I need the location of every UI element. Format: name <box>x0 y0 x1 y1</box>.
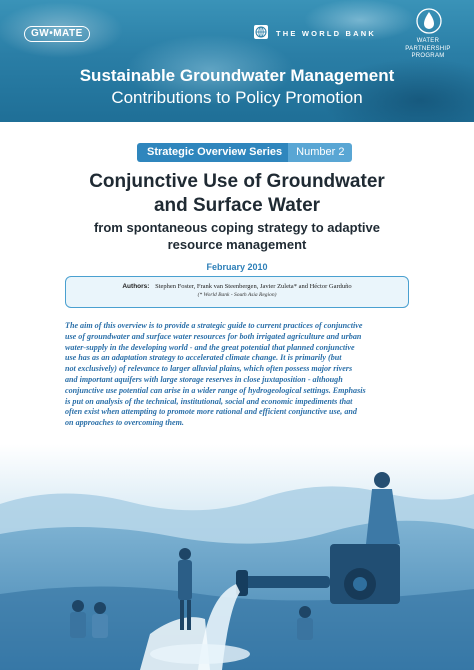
gwmate-logo: GW•MATE <box>24 26 90 42</box>
abstract-line: use has as an adaptation strategy to accelerated climate change. It is primarily (but <box>65 353 342 363</box>
authors-affiliation: (* World Bank - South Asia Region) <box>197 292 277 298</box>
abstract-line: not exclusively) of relevance to larger alluvial plains, which often possess major rivers <box>65 364 353 374</box>
series-label: Strategic Overview Series <box>137 143 288 162</box>
subtitle-line: resource management <box>167 237 307 252</box>
authors-names: Stephen Foster, Frank van Steenbergen, Javier Zuleta* and Héctor Garduño <box>155 283 352 290</box>
authors-label: Authors: <box>122 283 150 290</box>
banner-subtitle: Contributions to Policy Promotion <box>111 88 363 107</box>
document-subtitle <box>0 219 474 253</box>
wpp-line: PARTNERSHIP <box>405 45 451 52</box>
authors-line <box>66 283 408 290</box>
abstract-line: on approaches to overcoming them. <box>65 418 184 428</box>
authors-box <box>65 276 409 308</box>
wpp-line: WATER <box>416 38 440 44</box>
water-partnership-logo <box>392 38 464 61</box>
title-line: and Surface Water <box>153 195 321 216</box>
abstract-line: often exist when attempting to promote more rational and efficient conjunctive use, and <box>65 407 357 417</box>
series-number: Number 2 <box>288 143 352 162</box>
publication-date: February 2010 <box>206 262 268 272</box>
abstract-line: use of groundwater and surface water resources for both irrigated agriculture and urban <box>65 331 362 341</box>
cover-photo <box>0 444 474 670</box>
abstract <box>65 321 410 429</box>
abstract-line: The aim of this overview is to provide a strategic guide to current practices of conjunctive <box>65 321 363 330</box>
abstract-line: conjunctive use potential can arise in a wider range of hydrogeological settings. Emphasis <box>65 385 366 395</box>
banner-title: Sustainable Groundwater Management <box>79 66 395 85</box>
header-banner <box>0 0 474 122</box>
abstract-line: water-supply in the developing world - and the great potential that planned conjunctive <box>65 342 355 352</box>
subtitle-line: from spontaneous coping strategy to adaptive <box>93 220 381 235</box>
document-title <box>0 170 474 218</box>
abstract-line: is put on analysis of the technical, institutional, social and economic impediments that <box>65 396 353 406</box>
title-line: Conjunctive Use of Groundwater <box>89 171 385 192</box>
world-bank-logo-icon <box>254 25 268 39</box>
world-bank-label: THE WORLD BANK <box>276 29 376 38</box>
water-drop-icon <box>415 6 443 36</box>
wpp-line: PROGRAM <box>411 53 445 59</box>
series-badge <box>137 143 352 162</box>
abstract-line: and important aquifers with large storage reserves in close juxtaposition - although <box>65 374 343 384</box>
